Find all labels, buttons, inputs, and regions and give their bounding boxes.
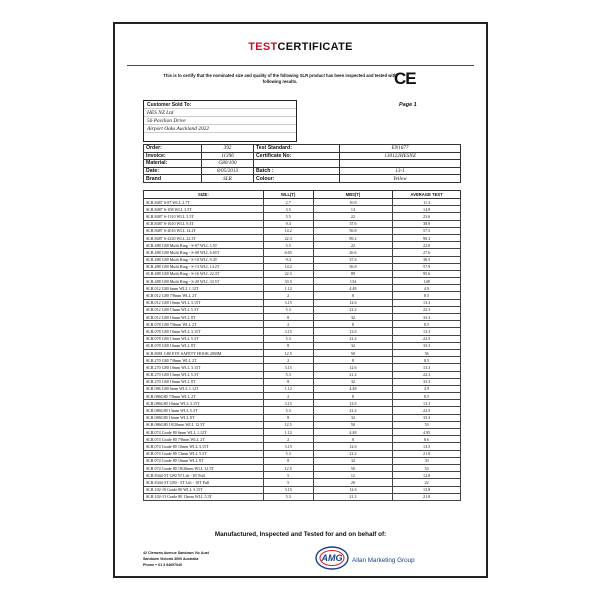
table-row xyxy=(144,457,461,464)
wll-cell: 8 xyxy=(263,342,313,349)
size-cell: SLR.086G80 16mm WLL 8T xyxy=(144,414,264,421)
mbs-cell: 32 xyxy=(313,378,393,385)
wll-cell: 6.65 xyxy=(263,249,313,256)
average-test-cell: 33 xyxy=(393,457,461,464)
certificate-title xyxy=(117,30,484,64)
customer-heading: Customer Sold To: xyxy=(144,101,296,109)
size-cell: SLR.488 G80 Multi Ring - S-20 WLL 33.5T xyxy=(144,278,264,285)
info-value: 130122HESNZ xyxy=(340,152,461,160)
table-row xyxy=(144,285,461,292)
wll-cell: 3.5 xyxy=(263,206,313,213)
wll-cell: 9.4 xyxy=(263,256,313,263)
average-test-cell: 8.6 xyxy=(393,436,461,443)
mbs-cell: 32 xyxy=(313,457,393,464)
wll-cell: 3.15 xyxy=(263,486,313,493)
info-value: 13-1 xyxy=(340,167,461,175)
table-row xyxy=(144,371,461,378)
wll-cell: 3.15 xyxy=(263,328,313,335)
wll-cell: 2 xyxy=(263,321,313,328)
average-test-cell: 33.3 xyxy=(393,414,461,421)
customer-block xyxy=(143,100,297,142)
average-test-cell: 90.3 xyxy=(393,234,461,241)
title-underline xyxy=(127,65,474,66)
info-value: Yellow xyxy=(340,175,461,183)
table-row xyxy=(144,393,461,400)
wll-cell: 3.15 xyxy=(263,443,313,450)
wll-cell: 8 xyxy=(263,378,313,385)
mbs-cell: 8 xyxy=(313,393,393,400)
mbs-cell: 21.2 xyxy=(313,335,393,342)
average-test-cell: 13.3 xyxy=(393,364,461,371)
table-row xyxy=(144,263,461,270)
info-row xyxy=(144,175,461,183)
wll-cell: 3.15 xyxy=(263,299,313,306)
mbs-cell: 12.6 xyxy=(313,486,393,493)
size-cell: SLR.8487 S-1310 WLL 5.5T xyxy=(144,213,264,220)
size-cell: SLR.086G80 10mm WLL 3.15T xyxy=(144,400,264,407)
wll-cell: 12.5 xyxy=(263,421,313,428)
wll-cell: 33.5 xyxy=(263,278,313,285)
wll-cell: 22.3 xyxy=(263,270,313,277)
average-test-cell: 4.9 xyxy=(393,385,461,392)
size-cell: SLR.074 Grade 80 6mm WLL 1.12T xyxy=(144,429,264,436)
average-test-cell: 4.9 xyxy=(393,285,461,292)
wll-cell: 8 xyxy=(263,314,313,321)
average-test-cell: 33.3 xyxy=(393,314,461,321)
wll-cell: 22.3 xyxy=(263,234,313,241)
mbs-cell: 37.6 xyxy=(313,220,393,227)
table-row xyxy=(144,328,461,335)
mbs-cell: 4.48 xyxy=(313,385,393,392)
mbs-cell: 22 xyxy=(313,242,393,249)
mbs-cell: 50 xyxy=(313,464,393,471)
mbs-cell: 32 xyxy=(313,342,393,349)
table-header-row xyxy=(144,191,461,199)
mbs-cell: 4.48 xyxy=(313,285,393,292)
table-row xyxy=(144,414,461,421)
size-cell: SLR.102-10 Grade 80 WLL 3.15T xyxy=(144,486,264,493)
size-cell: SLR.8487 S-87 WLL 2.7T xyxy=(144,199,264,206)
wll-cell: 12.5 xyxy=(263,464,313,471)
wll-cell: 2 xyxy=(263,436,313,443)
info-row xyxy=(144,145,461,153)
size-cell: SLR.074 Grade 80 16mm WLL 8T xyxy=(144,457,264,464)
wll-cell: 5.3 xyxy=(263,493,313,500)
table-row xyxy=(144,486,461,493)
size-cell: SLR.8487 S-108 WLL 3.5T xyxy=(144,206,264,213)
average-test-cell: 13.3 xyxy=(393,299,461,306)
wll-cell: 3.15 xyxy=(263,400,313,407)
size-cell: SLR.270 G80 16mm WLL 8T xyxy=(144,378,264,385)
table-row xyxy=(144,306,461,313)
table-row xyxy=(144,400,461,407)
mbs-cell: 26.6 xyxy=(313,249,393,256)
mbs-cell: 12 xyxy=(313,472,393,479)
wll-cell: 5.5 xyxy=(263,242,313,249)
table-row xyxy=(144,299,461,306)
wll-cell: 1.12 xyxy=(263,285,313,292)
wll-cell: 5.5 xyxy=(263,213,313,220)
mbs-cell: 89.2 xyxy=(313,234,393,241)
size-cell: SLR.8487 S-2016 WLL 14.2T xyxy=(144,227,264,234)
size-cell: SLR.078 G80 13mm WLL 5.3T xyxy=(144,335,264,342)
info-label: Certificate No: xyxy=(254,152,340,160)
average-test-cell: 95.6 xyxy=(393,270,461,277)
average-test-cell: 13.5 xyxy=(393,443,461,450)
table-row xyxy=(144,472,461,479)
size-cell: SLR.012 G80 16mm WLL 8T xyxy=(144,314,264,321)
mbs-cell: 4.48 xyxy=(313,429,393,436)
size-cell: SLR.012 G80 10mm WLL 3.15T xyxy=(144,299,264,306)
info-row xyxy=(144,167,461,175)
mbs-cell: 8 xyxy=(313,292,393,299)
mbs-cell: 12.6 xyxy=(313,299,393,306)
table-row xyxy=(144,206,461,213)
wll-cell: 14.2 xyxy=(263,263,313,270)
size-cell: SLR.488 G80 Multi Ring - S-07 WLL 5.5T xyxy=(144,242,264,249)
size-cell: SLR.488 G80 Multi Ring - S-16 WLL 22.3T xyxy=(144,270,264,277)
mbs-cell: 21.2 xyxy=(313,306,393,313)
average-test-cell: 148 xyxy=(393,278,461,285)
table-row xyxy=(144,357,461,364)
table-row xyxy=(144,213,461,220)
average-test-cell: 23.6 xyxy=(393,213,461,220)
size-cell: SLR.086 G80 6mm WLL 1.12T xyxy=(144,385,264,392)
test-results-table xyxy=(143,190,461,501)
info-value xyxy=(340,160,461,168)
mbs-cell: 134 xyxy=(313,278,393,285)
size-cell: SLR.8344-5T G80 5T Lift - 6T Pull xyxy=(144,472,264,479)
wll-cell: 5.3 xyxy=(263,371,313,378)
wll-cell: 5 xyxy=(263,472,313,479)
mbs-cell: 22 xyxy=(313,213,393,220)
average-test-cell: 56 xyxy=(393,349,461,356)
info-label: Invoice: xyxy=(144,152,202,160)
size-cell: SLR.012 G80 13mm WLL 5.3T xyxy=(144,306,264,313)
table-row xyxy=(144,407,461,414)
table-row xyxy=(144,249,461,256)
mbs-cell: 12.6 xyxy=(313,328,393,335)
info-row xyxy=(144,160,461,168)
table-row xyxy=(144,335,461,342)
mbs-cell: 56.8 xyxy=(313,263,393,270)
wll-cell: 1.12 xyxy=(263,385,313,392)
mbs-cell: 21.2 xyxy=(313,450,393,457)
mbs-cell: 10.8 xyxy=(313,199,393,206)
size-cell: SLR.086G80 7/8mm WLL 2T xyxy=(144,393,264,400)
average-test-cell: 14.8 xyxy=(393,206,461,213)
size-cell: SLR.078 G80 16mm WLL 8T xyxy=(144,342,264,349)
info-label: Batch : xyxy=(254,167,340,175)
info-value: EN1677 xyxy=(340,145,461,153)
col-wll-header: WLL(T) xyxy=(263,191,313,199)
average-test-cell: 57.5 xyxy=(393,227,461,234)
table-row xyxy=(144,349,461,356)
intro-statement: This is to certify that the nominated size and quality of the following SLR product has been inspected and tested with following results. xyxy=(163,73,397,84)
average-test-cell: 57.9 xyxy=(393,263,461,270)
wll-cell: 5 xyxy=(263,479,313,486)
address-line: Phone + 61 3 94697640 xyxy=(143,563,183,567)
info-row xyxy=(144,152,461,160)
average-test-cell: 22 xyxy=(393,479,461,486)
average-test-cell: 13.3 xyxy=(393,400,461,407)
average-test-cell: 4.95 xyxy=(393,429,461,436)
size-cell: SLR.8081 G80 EYE SAFETY HOOK 20MM xyxy=(144,349,264,356)
average-test-cell: 38.8 xyxy=(393,220,461,227)
table-row xyxy=(144,292,461,299)
mbs-cell: 8 xyxy=(313,321,393,328)
company-name: Allan Marketing Group xyxy=(352,557,415,564)
info-value: SLR xyxy=(202,175,254,183)
size-cell: SLR.074 Grade 80 13mm WLL 5.3T xyxy=(144,450,264,457)
wll-cell: 9.4 xyxy=(263,220,313,227)
size-cell: SLR.488 G80 Multi Ring - S-13 WLL 14.2T xyxy=(144,263,264,270)
mbs-cell: 8 xyxy=(313,357,393,364)
info-value: 8/05/2013 xyxy=(202,167,254,175)
table-row xyxy=(144,436,461,443)
table-row xyxy=(144,429,461,436)
average-test-cell: 22.8 xyxy=(393,242,461,249)
info-label: Test Standard: xyxy=(254,145,340,153)
info-label xyxy=(254,160,340,168)
table-row xyxy=(144,278,461,285)
title-prefix: TEST xyxy=(248,41,278,53)
title-rest: CERTIFICATE xyxy=(277,41,353,53)
col-average-header: AVERAGE TEST xyxy=(393,191,461,199)
wll-cell: 2 xyxy=(263,357,313,364)
table-row xyxy=(144,242,461,249)
wll-cell: 12.5 xyxy=(263,349,313,356)
wll-cell: 3.15 xyxy=(263,364,313,371)
size-cell: SLR.074 Grade 80 10mm WLL 3.15T xyxy=(144,443,264,450)
wll-cell: 2 xyxy=(263,292,313,299)
customer-line: 56 Pavilion Drive xyxy=(144,117,296,125)
manufactured-statement: Manufactured, Inspected and Tested for and on behalf of: xyxy=(214,531,387,538)
ce-mark: CE xyxy=(394,69,416,88)
average-test-cell: 22.3 xyxy=(393,371,461,378)
mbs-cell: 37.6 xyxy=(313,256,393,263)
mbs-cell: 12.6 xyxy=(313,364,393,371)
mbs-cell: 8 xyxy=(313,436,393,443)
size-cell: SLR.8487 S-1610 WLL 9.4T xyxy=(144,220,264,227)
info-label: Colour: xyxy=(254,175,340,183)
average-test-cell: 21.8 xyxy=(393,493,461,500)
average-test-cell: 27.6 xyxy=(393,249,461,256)
average-test-cell: 11.3 xyxy=(393,199,461,206)
size-cell: SLR.012 G80 7/8mm WLL 2T xyxy=(144,292,264,299)
average-test-cell: 22.5 xyxy=(393,407,461,414)
wll-cell: 5.3 xyxy=(263,407,313,414)
average-test-cell: 22.3 xyxy=(393,306,461,313)
page-number: Page 1 xyxy=(399,102,417,108)
mbs-cell: 21.2 xyxy=(313,493,393,500)
size-cell: SLR.086G80 18/20mm WLL 12.5T xyxy=(144,421,264,428)
average-test-cell: 8.5 xyxy=(393,357,461,364)
table-row xyxy=(144,450,461,457)
wll-cell: 5.3 xyxy=(263,306,313,313)
table-row xyxy=(144,314,461,321)
table-row xyxy=(144,256,461,263)
wll-cell: 8 xyxy=(263,414,313,421)
average-test-cell: 21.8 xyxy=(393,450,461,457)
table-row xyxy=(144,199,461,206)
table-row xyxy=(144,270,461,277)
table-row xyxy=(144,321,461,328)
col-size-header: SIZE: xyxy=(144,191,264,199)
wll-cell: 5.3 xyxy=(263,450,313,457)
size-cell: SLR.078 G80 7/8mm WLL 2T xyxy=(144,321,264,328)
wll-cell: 1.12 xyxy=(263,429,313,436)
mbs-cell: 50 xyxy=(313,349,393,356)
address-line: Sandown Victoria 3000 Australia xyxy=(143,557,199,561)
mbs-cell: 50 xyxy=(313,421,393,428)
info-label: Brand xyxy=(144,175,202,183)
size-cell: SLR.270 G80 13mm WLL 5.3T xyxy=(144,371,264,378)
mbs-cell: 12.6 xyxy=(313,443,393,450)
info-label: Date: xyxy=(144,167,202,175)
info-value: 11396 xyxy=(202,152,254,160)
size-cell: SLR.270 G80 10mm WLL 3.15T xyxy=(144,364,264,371)
average-test-cell: 22.5 xyxy=(393,335,461,342)
size-cell: SLR.488 G80 Multi Ring - S-08 WLL 6.65T xyxy=(144,249,264,256)
average-test-cell: 33.3 xyxy=(393,342,461,349)
size-cell: SLR.102-13 Grade 80 13mm WLL 5.3T xyxy=(144,493,264,500)
table-row xyxy=(144,220,461,227)
info-label: Material: xyxy=(144,160,202,168)
mbs-cell: 20 xyxy=(313,479,393,486)
average-test-cell: 53 xyxy=(393,464,461,471)
wll-cell: 5.3 xyxy=(263,335,313,342)
mbs-cell: 12.6 xyxy=(313,400,393,407)
table-row xyxy=(144,421,461,428)
size-cell: SLR.086G80 13mm WLL 5.3T xyxy=(144,407,264,414)
address-line: 42 Clemens Avenue Sandown Vic Aust xyxy=(143,551,209,555)
customer-line: Airport Oaks Auckland 2022 xyxy=(144,125,296,133)
info-value: G80/100 xyxy=(202,160,254,168)
wll-cell: 8 xyxy=(263,457,313,464)
size-cell: SLR.8487 S-2220 WLL 22.3T xyxy=(144,234,264,241)
wll-cell: 2.7 xyxy=(263,199,313,206)
mbs-cell: 56.8 xyxy=(313,227,393,234)
mbs-cell: 32 xyxy=(313,414,393,421)
size-cell: SLR.074 Grade 80 7/8mm WLL 2T xyxy=(144,436,264,443)
average-test-cell: 13.8 xyxy=(393,486,461,493)
certificate-page xyxy=(113,22,488,578)
average-test-cell: 12.8 xyxy=(393,472,461,479)
info-value: 392 xyxy=(202,145,254,153)
size-cell: SLR.8344-5T G80 - 5T Lift - 10T Pull xyxy=(144,479,264,486)
table-row xyxy=(144,227,461,234)
order-info-table xyxy=(143,144,461,183)
table-row xyxy=(144,493,461,500)
average-test-cell: 8.5 xyxy=(393,321,461,328)
size-cell: SLR.078 G80 10mm WLL 3.15T xyxy=(144,328,264,335)
mbs-cell: 89 xyxy=(313,270,393,277)
average-test-cell: 13.3 xyxy=(393,328,461,335)
average-test-cell: 53 xyxy=(393,421,461,428)
average-test-cell: 8.5 xyxy=(393,393,461,400)
mbs-cell: 21.2 xyxy=(313,371,393,378)
average-test-cell: 38.5 xyxy=(393,256,461,263)
amg-logo-icon xyxy=(315,546,349,570)
table-row xyxy=(144,479,461,486)
size-cell: SLR.012 G80 6mm WLL 1.12T xyxy=(144,285,264,292)
info-label: Order: xyxy=(144,145,202,153)
table-row xyxy=(144,385,461,392)
wll-cell: 2 xyxy=(263,393,313,400)
table-row xyxy=(144,443,461,450)
wll-cell: 14.2 xyxy=(263,227,313,234)
table-row xyxy=(144,342,461,349)
average-test-cell: 33.3 xyxy=(393,378,461,385)
table-row xyxy=(144,378,461,385)
size-cell: SLR.488 G80 Multi Ring - S-10 WLL 9.4T xyxy=(144,256,264,263)
customer-line: HES NZ Ltd xyxy=(144,109,296,117)
customer-line xyxy=(144,133,296,141)
average-test-cell: 8.5 xyxy=(393,292,461,299)
col-mbs-header: MBS(T) xyxy=(313,191,393,199)
size-cell: SLR.074 Grade 80 18/20mm WLL 12.5T xyxy=(144,464,264,471)
table-row xyxy=(144,464,461,471)
company-address xyxy=(143,550,209,568)
svg-text:AMG: AMG xyxy=(321,553,343,563)
table-row xyxy=(144,364,461,371)
mbs-cell: 32 xyxy=(313,314,393,321)
mbs-cell: 14 xyxy=(313,206,393,213)
mbs-cell: 21.2 xyxy=(313,407,393,414)
table-row xyxy=(144,234,461,241)
size-cell: SLR.270 G80 7/8mm WLL 2T xyxy=(144,357,264,364)
